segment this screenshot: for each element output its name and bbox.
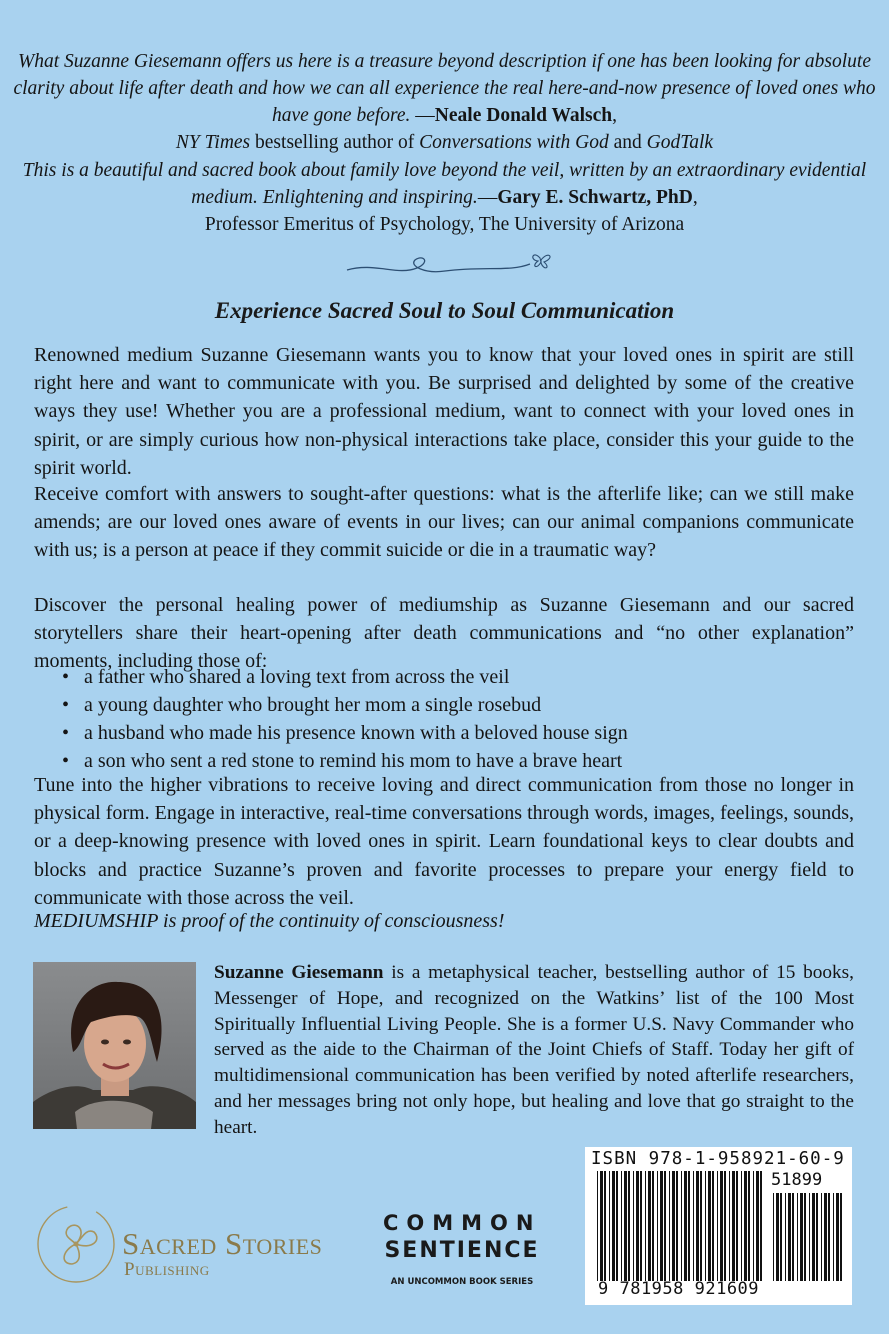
list-item xyxy=(62,691,628,719)
bullet-glyph: • xyxy=(62,722,70,744)
author-photo xyxy=(33,962,196,1129)
bullet-glyph: • xyxy=(62,694,70,716)
list-item-text: a husband who made his presence known with a beloved house sign xyxy=(84,722,628,744)
endorsement-schwartz: This is a beautiful and sacred book about family love beyond the veil, written by an extraordinary evidential medium. Enlightening and inspiring.—Gary E. Schwartz, PhD, Professor Emeritus of Psychology, The University of Arizona xyxy=(22,160,867,235)
bullet-glyph: • xyxy=(62,750,70,772)
author-bio xyxy=(214,960,854,1141)
examples-list xyxy=(62,663,628,775)
tagline: MEDIUMSHIP is proof of the continuity of consciousness! xyxy=(34,910,505,932)
list-item xyxy=(62,663,628,691)
author-name: Suzanne Giesemann xyxy=(214,962,384,983)
credential-text: Professor Emeritus of Psychology, The University of Arizona xyxy=(204,214,685,235)
endorsement-dash: — xyxy=(410,105,435,126)
endorsement-author: Gary E. Schwartz, PhD xyxy=(497,187,693,208)
publisher-subname: Publishing xyxy=(124,1259,210,1280)
butterfly-icon xyxy=(533,255,550,268)
endorsement-quote: This is a beautiful and sacred book about family love beyond the veil, written by an extraordinary evidential medium. Enlightening and inspiring. xyxy=(22,160,867,208)
list-item xyxy=(62,719,628,747)
flourish-divider xyxy=(345,246,575,282)
description-paragraph: Receive comfort with answers to sought-after questions: what is the afterlife like; can we still make amends; are our loved ones aware of events in our lives; can our animal companions communicate with us; is a person at peace if they commit suicide or die in a traumatic way? xyxy=(34,483,854,562)
author-bio-text: is a metaphysical teacher, bestselling author of 15 books, Messenger of Hope, and recognized on the Watkins’ list of the 100 Most Spiritually Influential Living People. She is a former U.S. Navy Commander who served as the aide to the Chairman of the Joint Chiefs of Staff. Today her gift of multidimensional communication has been verified by noted afterlife researchers, and her messages bring not only hope, but healing and love that go straight to the heart. xyxy=(214,962,854,1138)
series-title-line1: COMMON xyxy=(383,1211,542,1235)
series-title-line2: SENTIENCE xyxy=(384,1238,540,1263)
credential-and: and xyxy=(608,132,647,153)
description-paragraph: Renowned medium Suzanne Giesemann wants you to know that your loved ones in spirit are still right here and want to communicate with you. Be surprised and delighted by some of the creative ways they use! Whether you are a professional medium, want to connect with your loved ones in spirit, or are simply curious how non-physical interactions take place, consider this your guide to the spirit world. xyxy=(34,344,854,479)
list-item-text: a father who shared a loving text from across the veil xyxy=(84,666,510,688)
endorsement-quote: What Suzanne Giesemann offers us here is a treasure beyond description if one has been looking for absolute clarity about life after death and how we can all experience the real here-and-now presence of loved ones who have gone before. xyxy=(13,51,876,126)
endorsement-dash: — xyxy=(477,187,498,208)
price-code: 51899 xyxy=(771,1170,823,1190)
endorsement-walsch: What Suzanne Giesemann offers us here is a treasure beyond description if one has been looking for absolute clarity about life after death and how we can all experience the real here-and-now presence of loved ones who have gone before. —Neale Donald Walsch, NY Times bestselling author of Conversations with God and GodTalk xyxy=(13,51,876,153)
credential-book: Conversations with God xyxy=(419,132,609,153)
series-subtitle: AN UNCOMMON BOOK SERIES xyxy=(390,1277,534,1287)
credential-text: bestselling author of xyxy=(250,132,420,153)
list-item-text: a young daughter who brought her mom a single rosebud xyxy=(84,694,542,716)
publisher-logo-icon xyxy=(32,1200,120,1288)
bullet-glyph: • xyxy=(62,666,70,688)
description-paragraph: Tune into the higher vibrations to receive loving and direct communication from those no longer in physical form. Engage in interactive, real-time conversations through words, images, feelings, sounds, or a deep-knowing presence with loved ones in spirit. Learn foundational keys to clear doubts and blocks and practice Suzanne’s proven and favorite processes to prepare your energy field to communicate with those across the veil. xyxy=(34,774,854,909)
section-heading: Experience Sacred Soul to Soul Communication xyxy=(214,298,675,323)
publisher-name: Sacred Stories xyxy=(122,1226,323,1261)
list-item-text: a son who sent a red stone to remind his mom to have a brave heart xyxy=(84,750,623,772)
ean-digits: 9 781958 921609 xyxy=(598,1279,760,1299)
credential-publication: NY Times xyxy=(175,132,251,153)
description-paragraph: Discover the personal healing power of mediumship as Suzanne Giesemann and our sacred storytellers share their heart-opening after death communications and “no other explanation” moments, including those of: xyxy=(34,594,854,673)
endorsement-author: Neale Donald Walsch xyxy=(434,105,613,126)
credential-book: GodTalk xyxy=(646,132,714,153)
isbn-text: ISBN 978-1-958921-60-9 xyxy=(591,1149,845,1169)
